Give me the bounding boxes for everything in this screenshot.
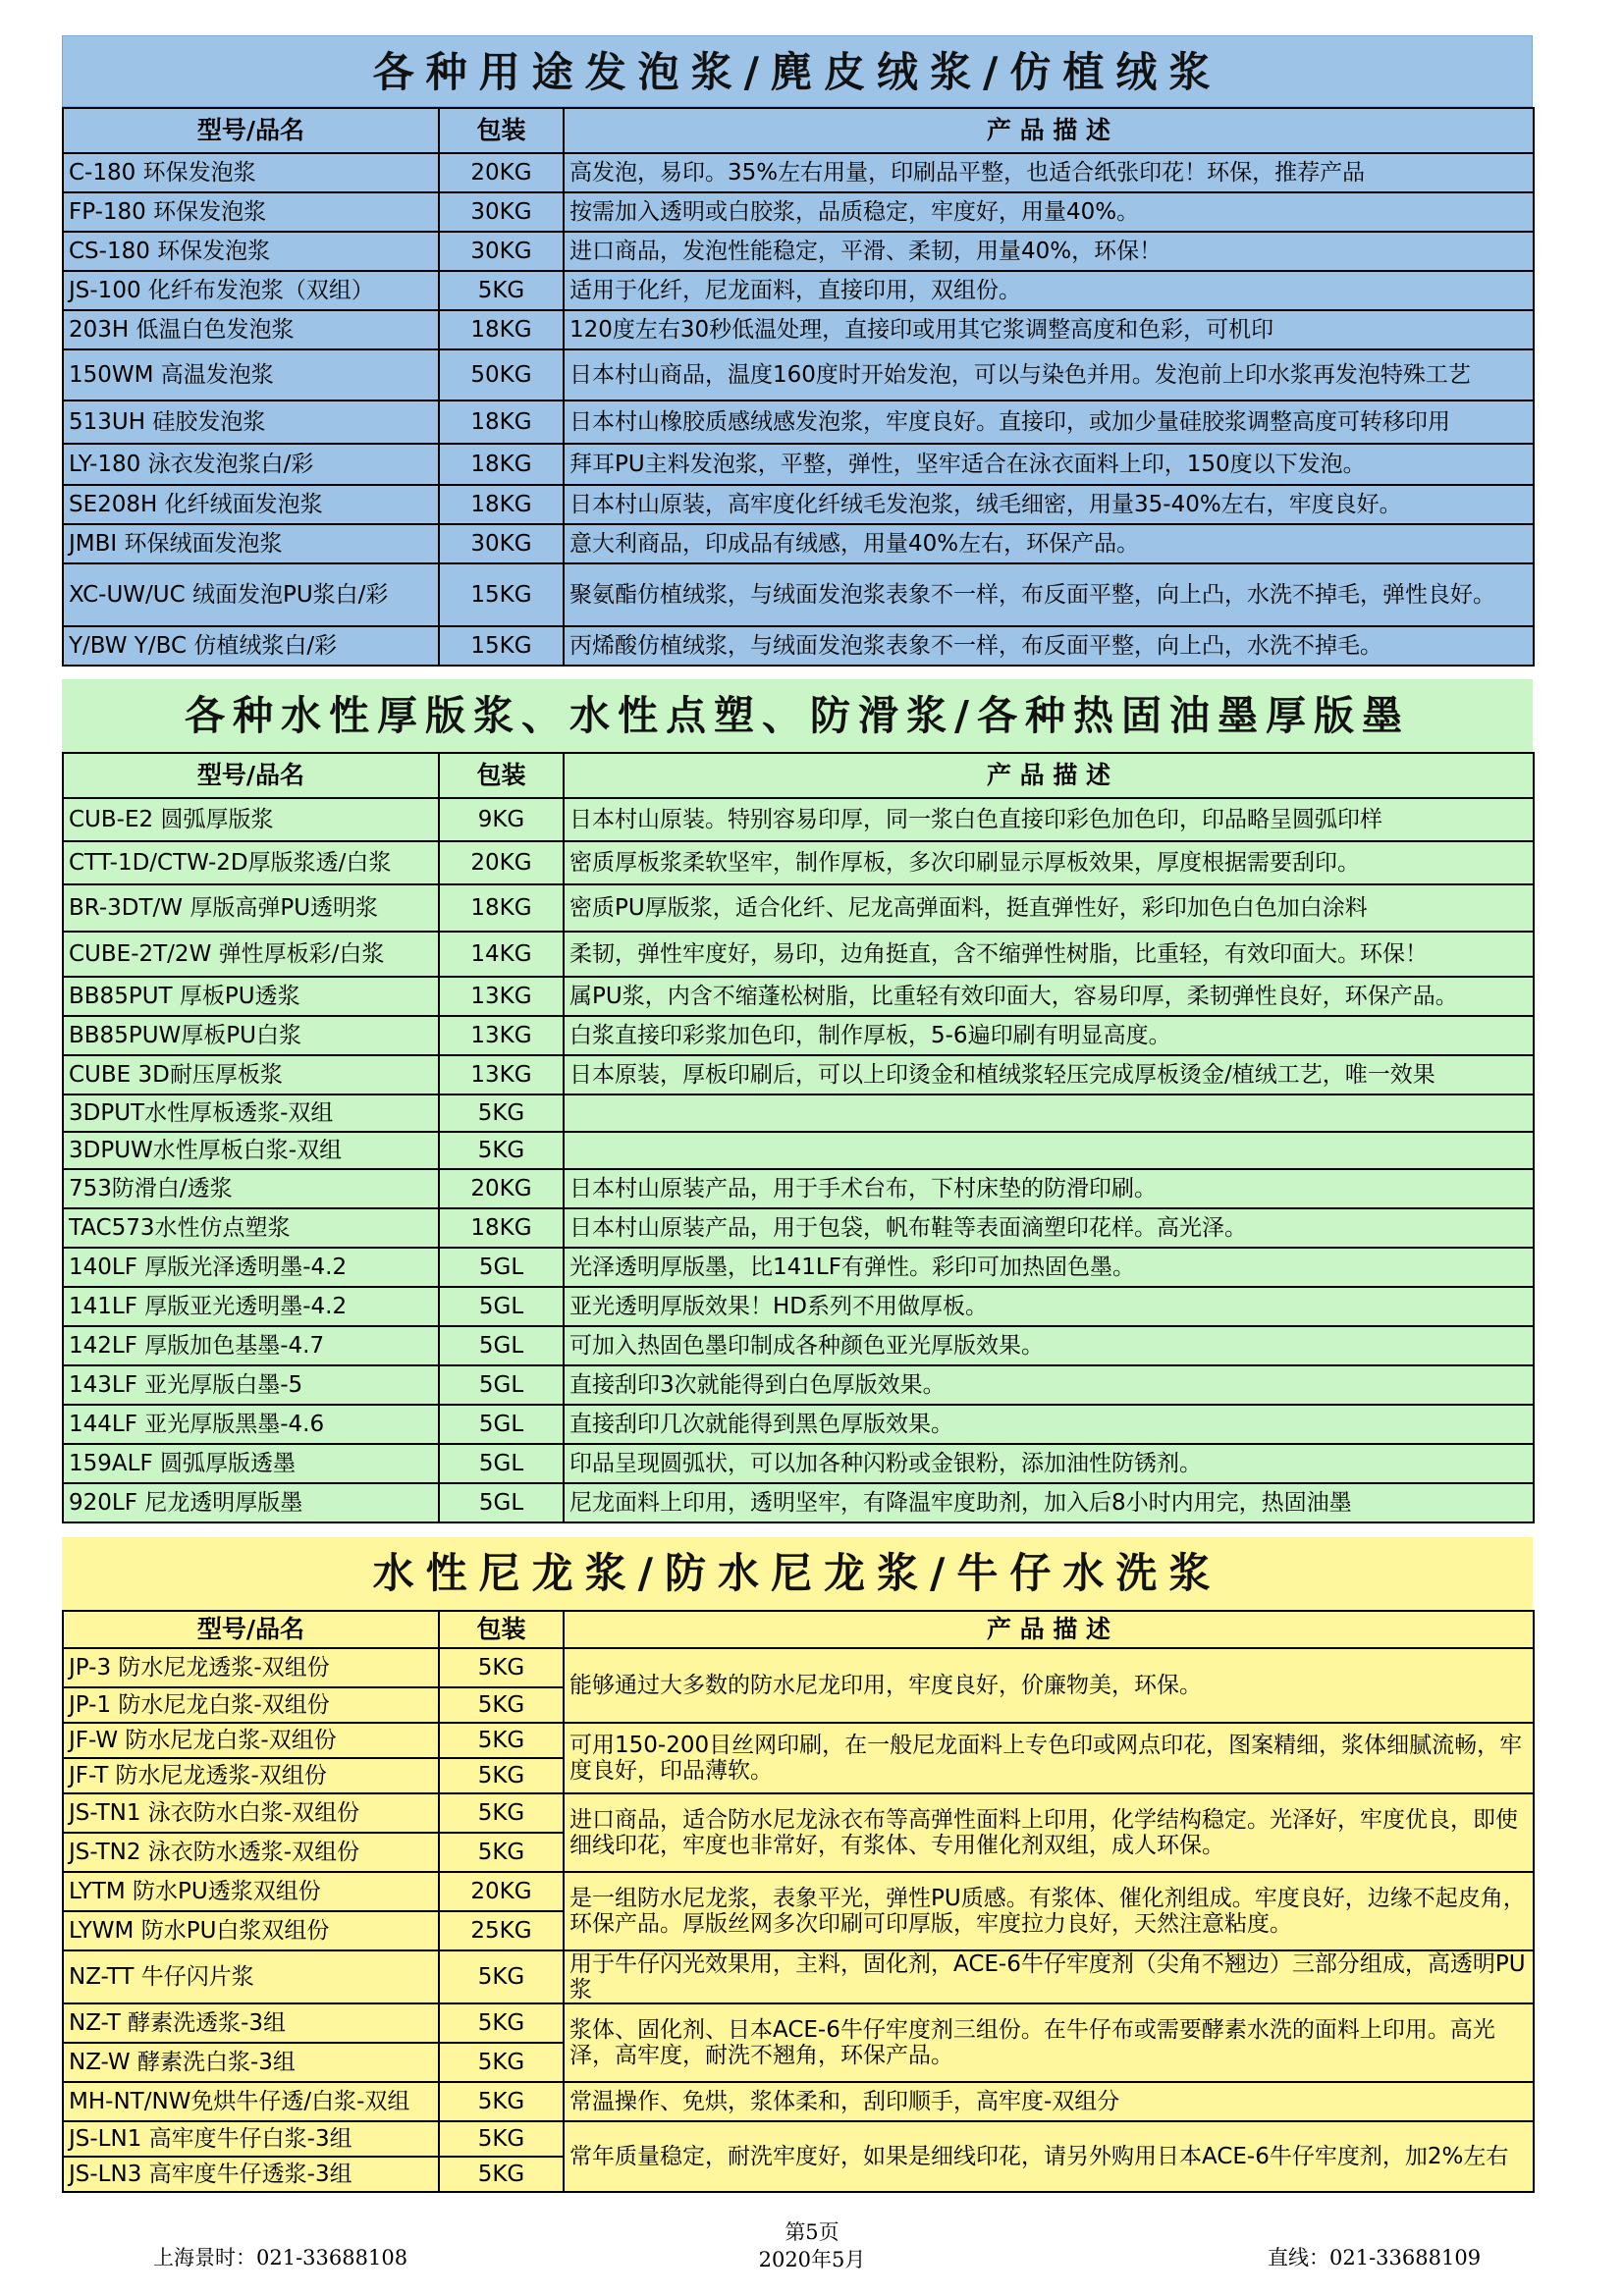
product-name: JP-1 防水尼龙白浆-双组份 xyxy=(63,1687,439,1723)
table-row xyxy=(63,1405,1534,1444)
product-desc: 进口商品，适合防水尼龙泳衣布等高弹性面料上印用，化学结构稳定。光泽好，牢度优良，即使细线印花，牢度也非常好，有浆体、专用催化剂双组，成人环保。 xyxy=(564,1793,1534,1872)
table-row xyxy=(63,524,1534,563)
footer-left-contact: 上海景时：021-33688108 xyxy=(153,2246,408,2269)
product-pack: 18KG xyxy=(439,310,564,349)
product-name: JS-TN1 泳衣防水白浆-双组份 xyxy=(63,1793,439,1833)
product-pack: 5GL xyxy=(439,1326,564,1365)
product-name: JS-LN1 高牢度牛仔白浆-3组 xyxy=(63,2121,439,2157)
product-name: JF-W 防水尼龙白浆-双组份 xyxy=(63,1723,439,1758)
product-pack: 5GL xyxy=(439,1405,564,1444)
product-name: CUBE 3D耐压厚板浆 xyxy=(63,1055,439,1095)
product-pack: 30KG xyxy=(439,192,564,232)
product-desc: 意大利商品，印成品有绒感，用量40%左右，环保产品。 xyxy=(564,524,1534,563)
product-pack: 5GL xyxy=(439,1483,564,1522)
product-pack: 14KG xyxy=(439,932,564,977)
product-name: 141LF 厚版亚光透明墨-4.2 xyxy=(63,1287,439,1326)
table-row xyxy=(63,1326,1534,1365)
product-desc: 密质厚板浆柔软坚牢，制作厚板，多次印刷显示厚板效果，厚度根据需要刮印。 xyxy=(564,841,1534,884)
product-pack: 5KG xyxy=(439,1095,564,1132)
table-row xyxy=(63,1365,1534,1405)
product-name: BB85PUW厚板PU白浆 xyxy=(63,1016,439,1055)
product-pack: 5GL xyxy=(439,1365,564,1405)
product-pack: 18KG xyxy=(439,444,564,485)
table-row xyxy=(63,1016,1534,1055)
product-desc: 是一组防水尼龙浆，表象平光，弹性PU质感。有浆体、催化剂组成。牢度良好，边缘不起皮角，环保产品。厚版丝网多次印刷可印厚版，牢度拉力良好，天然注意粘度。 xyxy=(564,1872,1534,1950)
table-row xyxy=(63,626,1534,666)
product-name: MH-NT/NW免烘牛仔透/白浆-双组 xyxy=(63,2082,439,2121)
product-desc: 日本村山商品，温度160度时开始发泡，可以与染色并用。发泡前上印水浆再发泡特殊工艺 xyxy=(564,349,1534,400)
product-name: NZ-TT 牛仔闪片浆 xyxy=(63,1950,439,2003)
header-name: 型号/品名 xyxy=(63,108,439,153)
product-name: 143LF 亚光厚版白墨-5 xyxy=(63,1365,439,1405)
table-row xyxy=(63,1132,1534,1169)
header-pack: 包装 xyxy=(439,753,564,798)
footer-page-number: 第5页 xyxy=(785,2220,839,2244)
product-pack: 20KG xyxy=(439,1169,564,1208)
product-desc: 拜耳PU主料发泡浆，平整，弹性，坚牢适合在泳衣面料上印，150度以下发泡。 xyxy=(564,444,1534,485)
product-name: SE208H 化纤绒面发泡浆 xyxy=(63,485,439,524)
product-pack: 18KG xyxy=(439,884,564,932)
product-desc: 日本村山原装。特别容易印厚，同一浆白色直接印彩色加色印，印品略呈圆弧印样 xyxy=(564,798,1534,841)
product-pack: 5KG xyxy=(439,2157,564,2192)
product-pack: 5KG xyxy=(439,1950,564,2003)
product-name: 203H 低温白色发泡浆 xyxy=(63,310,439,349)
product-pack: 18KG xyxy=(439,485,564,524)
product-desc: 进口商品，发泡性能稳定，平滑、柔韧，用量40%，环保！ xyxy=(564,232,1534,271)
product-pack: 25KG xyxy=(439,1911,564,1950)
table-row xyxy=(63,1872,1534,1911)
footer-right-contact: 直线：021-33688109 xyxy=(1268,2246,1482,2269)
product-name: 140LF 厚版光泽透明墨-4.2 xyxy=(63,1248,439,1287)
product-desc: 常温操作、免烘，浆体柔和，刮印顺手，高牢度-双组分 xyxy=(564,2082,1534,2121)
product-name: 513UH 硅胶发泡浆 xyxy=(63,400,439,444)
product-pack: 18KG xyxy=(439,1208,564,1248)
product-name: LY-180 泳衣发泡浆白/彩 xyxy=(63,444,439,485)
section-title: 水性尼龙浆/防水尼龙浆/牛仔水洗浆 xyxy=(62,1537,1533,1610)
header-desc: 产 品 描 述 xyxy=(564,753,1534,798)
product-name: BR-3DT/W 厚版高弹PU透明浆 xyxy=(63,884,439,932)
table-row xyxy=(63,192,1534,232)
product-name: LYTM 防水PU透浆双组份 xyxy=(63,1872,439,1911)
table-row xyxy=(63,485,1534,524)
product-desc: 印品呈现圆弧状，可以加各种闪粉或金银粉，添加油性防锈剂。 xyxy=(564,1444,1534,1483)
product-pack: 13KG xyxy=(439,1016,564,1055)
product-desc: 密质PU厚版浆，适合化纤、尼龙高弹面料，挺直弹性好，彩印加色白色加白涂料 xyxy=(564,884,1534,932)
product-desc: 日本村山原装，高牢度化纤绒毛发泡浆，绒毛细密，用量35-40%左右，牢度良好。 xyxy=(564,485,1534,524)
table-row xyxy=(63,2082,1534,2121)
product-name: 3DPUT水性厚板透浆-双组 xyxy=(63,1095,439,1132)
product-desc: 可用150-200目丝网印刷，在一般尼龙面料上专色印或网点印花，图案精细，浆体细腻流畅，牢度良好，印品薄软。 xyxy=(564,1723,1534,1793)
product-pack: 50KG xyxy=(439,349,564,400)
product-pack: 20KG xyxy=(439,841,564,884)
table-row xyxy=(63,2003,1534,2043)
product-desc: 属PU浆，内含不缩蓬松树脂，比重轻有效印面大，容易印厚，柔韧弹性良好，环保产品。 xyxy=(564,977,1534,1016)
product-table xyxy=(62,1610,1535,2193)
product-name: 150WM 高温发泡浆 xyxy=(63,349,439,400)
product-pack: 5KG xyxy=(439,271,564,310)
product-table xyxy=(62,107,1535,667)
product-name: NZ-W 酵素洗白浆-3组 xyxy=(63,2043,439,2082)
product-desc: 120度左右30秒低温处理，直接印或用其它浆调整高度和色彩，可机印 xyxy=(564,310,1534,349)
product-pack: 15KG xyxy=(439,563,564,626)
section-title: 各种用途发泡浆/麂皮绒浆/仿植绒浆 xyxy=(62,35,1533,107)
table-row xyxy=(63,1208,1534,1248)
product-pack: 5GL xyxy=(439,1444,564,1483)
product-desc: 适用于化纤，尼龙面料，直接印用，双组份。 xyxy=(564,271,1534,310)
product-name: NZ-T 酵素洗透浆-3组 xyxy=(63,2003,439,2043)
table-row xyxy=(63,232,1534,271)
product-name: 3DPUW水性厚板白浆-双组 xyxy=(63,1132,439,1169)
table-row xyxy=(63,1483,1534,1522)
table-row xyxy=(63,1648,1534,1687)
product-desc: 常年质量稳定，耐洗牢度好，如果是细线印花，请另外购用日本ACE-6牛仔牢度剂，加2%左右 xyxy=(564,2121,1534,2192)
product-name: 920LF 尼龙透明厚版墨 xyxy=(63,1483,439,1522)
table-row xyxy=(63,932,1534,977)
product-name: 142LF 厚版加色基墨-4.7 xyxy=(63,1326,439,1365)
section-nylon-denim xyxy=(62,1537,1533,2193)
table-row xyxy=(63,563,1534,626)
product-name: BB85PUT 厚板PU透浆 xyxy=(63,977,439,1016)
product-pack: 9KG xyxy=(439,798,564,841)
product-pack: 5KG xyxy=(439,1132,564,1169)
table-row xyxy=(63,153,1534,192)
product-name: JP-3 防水尼龙透浆-双组份 xyxy=(63,1648,439,1687)
table-row xyxy=(63,977,1534,1016)
table-row xyxy=(63,884,1534,932)
product-table xyxy=(62,752,1535,1523)
table-row xyxy=(63,444,1534,485)
product-desc xyxy=(564,1132,1534,1169)
product-name: XC-UW/UC 绒面发泡PU浆白/彩 xyxy=(63,563,439,626)
product-desc: 日本村山原装产品，用于手术台布，下村床垫的防滑印刷。 xyxy=(564,1169,1534,1208)
table-row xyxy=(63,1444,1534,1483)
product-desc: 能够通过大多数的防水尼龙印用，牢度良好，价廉物美，环保。 xyxy=(564,1648,1534,1723)
product-desc: 聚氨酯仿植绒浆，与绒面发泡浆表象不一样，布反面平整，向上凸，水洗不掉毛，弹性良好。 xyxy=(564,563,1534,626)
product-pack: 5KG xyxy=(439,2043,564,2082)
product-pack: 30KG xyxy=(439,524,564,563)
header-pack: 包装 xyxy=(439,1611,564,1648)
table-row xyxy=(63,2121,1534,2157)
product-desc xyxy=(564,1095,1534,1132)
product-desc: 丙烯酸仿植绒浆，与绒面发泡浆表象不一样，布反面平整，向上凸，水洗不掉毛。 xyxy=(564,626,1534,666)
product-desc: 亚光透明厚版效果！HD系列不用做厚板。 xyxy=(564,1287,1534,1326)
product-pack: 5KG xyxy=(439,1648,564,1687)
product-pack: 5KG xyxy=(439,1833,564,1872)
product-desc: 光泽透明厚版墨，比141LF有弹性。彩印可加热固色墨。 xyxy=(564,1248,1534,1287)
product-pack: 20KG xyxy=(439,153,564,192)
product-desc: 用于牛仔闪光效果用，主料，固化剂，ACE-6牛仔牢度剂（尖角不翘边）三部分组成，高透明PU浆 xyxy=(564,1950,1534,2003)
product-desc: 白浆直接印彩浆加色印，制作厚板，5-6遍印刷有明显高度。 xyxy=(564,1016,1534,1055)
table-row xyxy=(63,1055,1534,1095)
product-name: LYWM 防水PU白浆双组份 xyxy=(63,1911,439,1950)
product-name: JF-T 防水尼龙透浆-双组份 xyxy=(63,1758,439,1793)
header-desc: 产 品 描 述 xyxy=(564,108,1534,153)
footer-date: 2020年5月 xyxy=(758,2248,866,2271)
product-pack: 5KG xyxy=(439,1793,564,1833)
table-row xyxy=(63,1169,1534,1208)
product-pack: 30KG xyxy=(439,232,564,271)
section-foaming xyxy=(62,35,1533,667)
product-name: FP-180 环保发泡浆 xyxy=(63,192,439,232)
table-row xyxy=(63,349,1534,400)
table-row xyxy=(63,1723,1534,1758)
product-desc: 直接刮印3次就能得到白色厚版效果。 xyxy=(564,1365,1534,1405)
table-row xyxy=(63,841,1534,884)
product-pack: 5KG xyxy=(439,1758,564,1793)
product-name: JS-LN3 高牢度牛仔透浆-3组 xyxy=(63,2157,439,2192)
product-desc: 日本村山橡胶质感绒感发泡浆，牢度良好。直接印，或加少量硅胶浆调整高度可转移印用 xyxy=(564,400,1534,444)
product-pack: 5KG xyxy=(439,2121,564,2157)
product-name: TAC573水性仿点塑浆 xyxy=(63,1208,439,1248)
table-row xyxy=(63,1287,1534,1326)
product-pack: 5KG xyxy=(439,1723,564,1758)
product-name: 753防滑白/透浆 xyxy=(63,1169,439,1208)
product-name: 144LF 亚光厚版黑墨-4.6 xyxy=(63,1405,439,1444)
header-pack: 包装 xyxy=(439,108,564,153)
section-title: 各种水性厚版浆、水性点塑、防滑浆/各种热固油墨厚版墨 xyxy=(62,679,1533,752)
product-desc: 柔韧，弹性牢度好，易印，边角挺直，含不缩弹性树脂，比重轻，有效印面大。环保！ xyxy=(564,932,1534,977)
product-desc: 可加入热固色墨印制成各种颜色亚光厚版效果。 xyxy=(564,1326,1534,1365)
product-desc: 按需加入透明或白胶浆，品质稳定，牢度好，用量40%。 xyxy=(564,192,1534,232)
table-row xyxy=(63,798,1534,841)
product-name: 159ALF 圆弧厚版透墨 xyxy=(63,1444,439,1483)
header-desc: 产 品 描 述 xyxy=(564,1611,1534,1648)
section-thick-plate xyxy=(62,679,1533,1523)
product-desc: 日本村山原装产品，用于包袋，帆布鞋等表面滴塑印花样。高光泽。 xyxy=(564,1208,1534,1248)
product-pack: 5KG xyxy=(439,2082,564,2121)
product-desc: 浆体、固化剂、日本ACE-6牛仔牢度剂三组份。在牛仔布或需要酵素水洗的面料上印用。高光泽，高牢度，耐洗不翘角，环保产品。 xyxy=(564,2003,1534,2082)
product-desc: 直接刮印几次就能得到黑色厚版效果。 xyxy=(564,1405,1534,1444)
product-pack: 5GL xyxy=(439,1248,564,1287)
product-pack: 5KG xyxy=(439,2003,564,2043)
table-row xyxy=(63,271,1534,310)
product-desc: 尼龙面料上印用，透明坚牢，有降温牢度助剂，加入后8小时内用完，热固油墨 xyxy=(564,1483,1534,1522)
table-row xyxy=(63,400,1534,444)
product-pack: 15KG xyxy=(439,626,564,666)
table-row xyxy=(63,1950,1534,2003)
product-name: JS-TN2 泳衣防水透浆-双组份 xyxy=(63,1833,439,1872)
table-row xyxy=(63,310,1534,349)
table-row xyxy=(63,1095,1534,1132)
product-pack: 13KG xyxy=(439,977,564,1016)
product-name: CTT-1D/CTW-2D厚版浆透/白浆 xyxy=(63,841,439,884)
product-name: JS-100 化纤布发泡浆（双组） xyxy=(63,271,439,310)
table-row xyxy=(63,1248,1534,1287)
product-pack: 5GL xyxy=(439,1287,564,1326)
product-name: CS-180 环保发泡浆 xyxy=(63,232,439,271)
product-pack: 5KG xyxy=(439,1687,564,1723)
product-pack: 13KG xyxy=(439,1055,564,1095)
product-name: JMBI 环保绒面发泡浆 xyxy=(63,524,439,563)
product-pack: 18KG xyxy=(439,400,564,444)
product-name: Y/BW Y/BC 仿植绒浆白/彩 xyxy=(63,626,439,666)
product-desc: 日本原装，厚板印刷后，可以上印烫金和植绒浆轻压完成厚板烫金/植绒工艺，唯一效果 xyxy=(564,1055,1534,1095)
product-name: C-180 环保发泡浆 xyxy=(63,153,439,192)
product-name: CUBE-2T/2W 弹性厚板彩/白浆 xyxy=(63,932,439,977)
product-desc: 高发泡，易印。35%左右用量，印刷品平整，也适合纸张印花！环保，推荐产品 xyxy=(564,153,1534,192)
header-name: 型号/品名 xyxy=(63,753,439,798)
header-name: 型号/品名 xyxy=(63,1611,439,1648)
product-name: CUB-E2 圆弧厚版浆 xyxy=(63,798,439,841)
product-pack: 20KG xyxy=(439,1872,564,1911)
table-row xyxy=(63,1793,1534,1833)
